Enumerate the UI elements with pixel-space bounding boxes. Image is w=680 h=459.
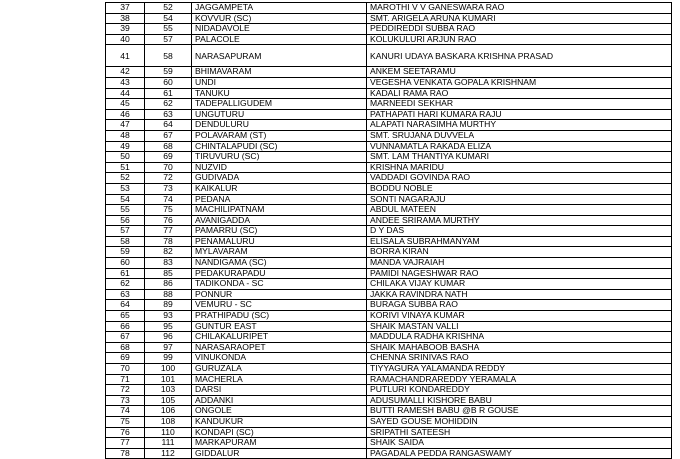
- candidate-name-cell: KRISHNA MARIDU: [367, 162, 672, 173]
- serial-number-cell: 58: [106, 236, 145, 247]
- serial-number-cell: 71: [106, 374, 145, 385]
- candidate-name-cell: PAGADALA PEDDA RANGASWAMY: [367, 448, 672, 459]
- candidate-name-cell: ANKEM SEETARAMU: [367, 67, 672, 78]
- serial-number-cell: 74: [106, 406, 145, 417]
- candidate-name-cell: TIYYAGURA YALAMANDA REDDY: [367, 364, 672, 375]
- serial-number-cell: 46: [106, 109, 145, 120]
- serial-number-cell: 76: [106, 427, 145, 438]
- candidate-name-cell: SMT. SRUJANA DUVVELA: [367, 130, 672, 141]
- constituency-number-cell: 110: [145, 427, 192, 438]
- table-row: [106, 364, 672, 375]
- constituency-name-cell: UNGUTURU: [192, 109, 367, 120]
- candidate-name-cell: SMT. ARIGELA ARUNA KUMARI: [367, 13, 672, 24]
- constituency-number-cell: 82: [145, 247, 192, 258]
- table-row: [106, 24, 672, 35]
- constituency-number-cell: 96: [145, 332, 192, 343]
- serial-number-cell: 45: [106, 99, 145, 110]
- constituency-name-cell: ADDANKI: [192, 395, 367, 406]
- table-row: [106, 279, 672, 290]
- table-row: [106, 3, 672, 14]
- constituency-name-cell: BHIMAVARAM: [192, 67, 367, 78]
- serial-number-cell: 67: [106, 332, 145, 343]
- serial-number-cell: 77: [106, 438, 145, 449]
- serial-number-cell: 69: [106, 353, 145, 364]
- serial-number-cell: 62: [106, 279, 145, 290]
- serial-number-cell: 37: [106, 3, 145, 14]
- constituency-number-cell: 93: [145, 311, 192, 322]
- constituency-number-cell: 63: [145, 109, 192, 120]
- constituency-number-cell: 58: [145, 45, 192, 67]
- constituency-number-cell: 112: [145, 448, 192, 459]
- constituency-name-cell: PALACOLE: [192, 34, 367, 45]
- candidate-name-cell: MADDULA RADHA KRISHNA: [367, 332, 672, 343]
- serial-number-cell: 38: [106, 13, 145, 24]
- candidate-name-cell: CHENNA SRINIVAS RAO: [367, 353, 672, 364]
- table-row: [106, 173, 672, 184]
- candidate-name-cell: MAROTHI V V GANESWARA RAO: [367, 3, 672, 14]
- serial-number-cell: 65: [106, 311, 145, 322]
- constituency-name-cell: GURUZALA: [192, 364, 367, 375]
- constituency-name-cell: CHILAKALURIPET: [192, 332, 367, 343]
- candidate-name-cell: ALAPATI NARASIMHA MURTHY: [367, 120, 672, 131]
- candidate-name-cell: SAYED GOUSE MOHIDDIN: [367, 416, 672, 427]
- serial-number-cell: 59: [106, 247, 145, 258]
- constituency-name-cell: NUZVID: [192, 162, 367, 173]
- table-row: [106, 120, 672, 131]
- serial-number-cell: 53: [106, 183, 145, 194]
- constituency-name-cell: NANDIGAMA (SC): [192, 258, 367, 269]
- serial-number-cell: 61: [106, 268, 145, 279]
- constituency-number-cell: 75: [145, 205, 192, 216]
- constituency-number-cell: 77: [145, 226, 192, 237]
- candidate-name-cell: VADDADI GOVINDA RAO: [367, 173, 672, 184]
- table-row: [106, 438, 672, 449]
- serial-number-cell: 70: [106, 364, 145, 375]
- serial-number-cell: 63: [106, 289, 145, 300]
- constituency-number-cell: 72: [145, 173, 192, 184]
- serial-number-cell: 56: [106, 215, 145, 226]
- candidate-name-cell: BORRA KIRAN: [367, 247, 672, 258]
- serial-number-cell: 39: [106, 24, 145, 35]
- constituency-number-cell: 73: [145, 183, 192, 194]
- candidate-name-cell: RAMACHANDRAREDDY YERAMALA: [367, 374, 672, 385]
- serial-number-cell: 68: [106, 342, 145, 353]
- constituency-name-cell: POLAVARAM (ST): [192, 130, 367, 141]
- candidate-name-cell: PAMIDI NAGESHWAR RAO: [367, 268, 672, 279]
- constituency-name-cell: CHINTALAPUDI (SC): [192, 141, 367, 152]
- table-row: [106, 395, 672, 406]
- candidate-name-cell: SHAIK MAHABOOB BASHA: [367, 342, 672, 353]
- table-row: [106, 152, 672, 163]
- candidate-name-cell: KADALI RAMA RAO: [367, 88, 672, 99]
- constituency-name-cell: ONGOLE: [192, 406, 367, 417]
- serial-number-cell: 54: [106, 194, 145, 205]
- constituency-number-cell: 54: [145, 13, 192, 24]
- constituency-number-cell: 97: [145, 342, 192, 353]
- constituency-number-cell: 59: [145, 67, 192, 78]
- candidate-name-cell: PATHAPATI HARI KUMARA RAJU: [367, 109, 672, 120]
- constituency-name-cell: PONNUR: [192, 289, 367, 300]
- table-row: [106, 77, 672, 88]
- serial-number-cell: 40: [106, 34, 145, 45]
- candidate-name-cell: SHAIK SAIDA: [367, 438, 672, 449]
- candidate-name-cell: CHILAKA VIJAY KUMAR: [367, 279, 672, 290]
- constituency-number-cell: 108: [145, 416, 192, 427]
- constituency-number-cell: 60: [145, 77, 192, 88]
- constituency-name-cell: UNDI: [192, 77, 367, 88]
- table-row: [106, 205, 672, 216]
- table-row: [106, 353, 672, 364]
- table-row: [106, 109, 672, 120]
- constituency-number-cell: 106: [145, 406, 192, 417]
- table-row: [106, 448, 672, 459]
- table-row: [106, 45, 672, 67]
- table-row: [106, 215, 672, 226]
- constituency-name-cell: GIDDALUR: [192, 448, 367, 459]
- constituency-number-cell: 100: [145, 364, 192, 375]
- constituency-number-cell: 85: [145, 268, 192, 279]
- table-row: [106, 427, 672, 438]
- constituency-name-cell: MARKAPURAM: [192, 438, 367, 449]
- candidate-name-cell: SRIPATHI SATEESH: [367, 427, 672, 438]
- constituency-name-cell: AVANIGADDA: [192, 215, 367, 226]
- constituency-name-cell: KONDAPI (SC): [192, 427, 367, 438]
- candidate-name-cell: BODDU NOBLE: [367, 183, 672, 194]
- constituency-name-cell: TANUKU: [192, 88, 367, 99]
- candidate-name-cell: KORIVI VINAYA KUMAR: [367, 311, 672, 322]
- candidate-name-cell: SHAIK MASTAN VALLI: [367, 321, 672, 332]
- constituency-number-cell: 89: [145, 300, 192, 311]
- constituency-name-cell: VINUKONDA: [192, 353, 367, 364]
- constituency-name-cell: TADEPALLIGUDEM: [192, 99, 367, 110]
- constituency-name-cell: DARSI: [192, 385, 367, 396]
- candidate-name-cell: SONTI NAGARAJU: [367, 194, 672, 205]
- constituency-name-cell: MACHERLA: [192, 374, 367, 385]
- constituency-name-cell: GUNTUR EAST: [192, 321, 367, 332]
- table-row: [106, 406, 672, 417]
- constituency-name-cell: PENAMALURU: [192, 236, 367, 247]
- serial-number-cell: 44: [106, 88, 145, 99]
- constituency-name-cell: NIDADAVOLE: [192, 24, 367, 35]
- constituency-name-cell: MACHILIPATNAM: [192, 205, 367, 216]
- constituency-number-cell: 55: [145, 24, 192, 35]
- serial-number-cell: 50: [106, 152, 145, 163]
- constituency-number-cell: 74: [145, 194, 192, 205]
- constituency-number-cell: 67: [145, 130, 192, 141]
- table-row: [106, 416, 672, 427]
- table-row: [106, 300, 672, 311]
- constituency-name-cell: PEDAKURAPADU: [192, 268, 367, 279]
- serial-number-cell: 66: [106, 321, 145, 332]
- table-row: [106, 99, 672, 110]
- serial-number-cell: 42: [106, 67, 145, 78]
- constituency-name-cell: TIRUVURU (SC): [192, 152, 367, 163]
- candidate-name-cell: ABDUL MATEEN: [367, 205, 672, 216]
- table-row: [106, 247, 672, 258]
- serial-number-cell: 52: [106, 173, 145, 184]
- table-row: [106, 258, 672, 269]
- serial-number-cell: 43: [106, 77, 145, 88]
- constituency-number-cell: 99: [145, 353, 192, 364]
- constituency-number-cell: 76: [145, 215, 192, 226]
- table-row: [106, 289, 672, 300]
- table-row: [106, 183, 672, 194]
- table-body: [106, 3, 672, 459]
- constituency-number-cell: 86: [145, 279, 192, 290]
- serial-number-cell: 49: [106, 141, 145, 152]
- constituency-number-cell: 52: [145, 3, 192, 14]
- table-row: [106, 332, 672, 343]
- table-row: [106, 88, 672, 99]
- candidate-name-cell: MANDA VAJRAIAH: [367, 258, 672, 269]
- constituency-number-cell: 88: [145, 289, 192, 300]
- candidate-name-cell: PUTLURI KONDAREDDY: [367, 385, 672, 396]
- constituency-name-cell: KANDUKUR: [192, 416, 367, 427]
- table-row: [106, 34, 672, 45]
- constituency-number-cell: 101: [145, 374, 192, 385]
- constituency-name-cell: GUDIVADA: [192, 173, 367, 184]
- constituency-number-cell: 64: [145, 120, 192, 131]
- table-row: [106, 67, 672, 78]
- constituency-name-cell: DENDULURU: [192, 120, 367, 131]
- candidate-name-cell: MARNEEDI SEKHAR: [367, 99, 672, 110]
- table-row: [106, 226, 672, 237]
- candidate-name-cell: KANURI UDAYA BASKARA KRISHNA PRASAD: [367, 45, 672, 67]
- table-row: [106, 311, 672, 322]
- serial-number-cell: 47: [106, 120, 145, 131]
- constituency-name-cell: JAGGAMPETA: [192, 3, 367, 14]
- constituency-name-cell: KOVVUR (SC): [192, 13, 367, 24]
- candidate-name-cell: SMT. LAM THANTIYA KUMARI: [367, 152, 672, 163]
- constituency-number-cell: 105: [145, 395, 192, 406]
- candidate-name-cell: BUTTI RAMESH BABU @B R GOUSE: [367, 406, 672, 417]
- serial-number-cell: 73: [106, 395, 145, 406]
- constituency-number-cell: 69: [145, 152, 192, 163]
- candidate-name-cell: JAKKA RAVINDRA NATH: [367, 289, 672, 300]
- constituency-name-cell: VEMURU - SC: [192, 300, 367, 311]
- constituency-number-cell: 111: [145, 438, 192, 449]
- serial-number-cell: 41: [106, 45, 145, 67]
- table-row: [106, 194, 672, 205]
- table-row: [106, 385, 672, 396]
- serial-number-cell: 48: [106, 130, 145, 141]
- candidate-name-cell: PEDDIREDDI SUBBA RAO: [367, 24, 672, 35]
- table-row: [106, 130, 672, 141]
- serial-number-cell: 78: [106, 448, 145, 459]
- table-row: [106, 236, 672, 247]
- constituency-name-cell: MYLAVARAM: [192, 247, 367, 258]
- constituency-number-cell: 78: [145, 236, 192, 247]
- candidate-table: [105, 2, 672, 459]
- constituency-name-cell: PAMARRU (SC): [192, 226, 367, 237]
- serial-number-cell: 57: [106, 226, 145, 237]
- table-row: [106, 268, 672, 279]
- candidate-name-cell: ADUSUMALLI KISHORE BABU: [367, 395, 672, 406]
- candidate-name-cell: ELISALA SUBRAHMANYAM: [367, 236, 672, 247]
- serial-number-cell: 60: [106, 258, 145, 269]
- constituency-name-cell: NARASARAOPET: [192, 342, 367, 353]
- constituency-number-cell: 68: [145, 141, 192, 152]
- serial-number-cell: 72: [106, 385, 145, 396]
- serial-number-cell: 64: [106, 300, 145, 311]
- candidate-name-cell: D Y DAS: [367, 226, 672, 237]
- table-row: [106, 321, 672, 332]
- constituency-number-cell: 103: [145, 385, 192, 396]
- table-row: [106, 374, 672, 385]
- constituency-name-cell: TADIKONDA - SC: [192, 279, 367, 290]
- constituency-number-cell: 61: [145, 88, 192, 99]
- table-row: [106, 13, 672, 24]
- constituency-name-cell: KAIKALUR: [192, 183, 367, 194]
- constituency-name-cell: PRATHIPADU (SC): [192, 311, 367, 322]
- candidate-name-cell: ANDEE SRIRAMA MURTHY: [367, 215, 672, 226]
- serial-number-cell: 55: [106, 205, 145, 216]
- table-row: [106, 141, 672, 152]
- candidate-name-cell: KOLUKULURI ARJUN RAO: [367, 34, 672, 45]
- table-row: [106, 342, 672, 353]
- constituency-number-cell: 70: [145, 162, 192, 173]
- serial-number-cell: 75: [106, 416, 145, 427]
- candidate-name-cell: VEGESHA VENKATA GOPALA KRISHNAM: [367, 77, 672, 88]
- constituency-number-cell: 57: [145, 34, 192, 45]
- candidate-name-cell: VUNNAMATLA RAKADA ELIZA: [367, 141, 672, 152]
- constituency-number-cell: 95: [145, 321, 192, 332]
- candidate-name-cell: BURAGA SUBBA RAO: [367, 300, 672, 311]
- constituency-name-cell: NARASAPURAM: [192, 45, 367, 67]
- table-row: [106, 162, 672, 173]
- serial-number-cell: 51: [106, 162, 145, 173]
- constituency-number-cell: 83: [145, 258, 192, 269]
- constituency-number-cell: 62: [145, 99, 192, 110]
- constituency-name-cell: PEDANA: [192, 194, 367, 205]
